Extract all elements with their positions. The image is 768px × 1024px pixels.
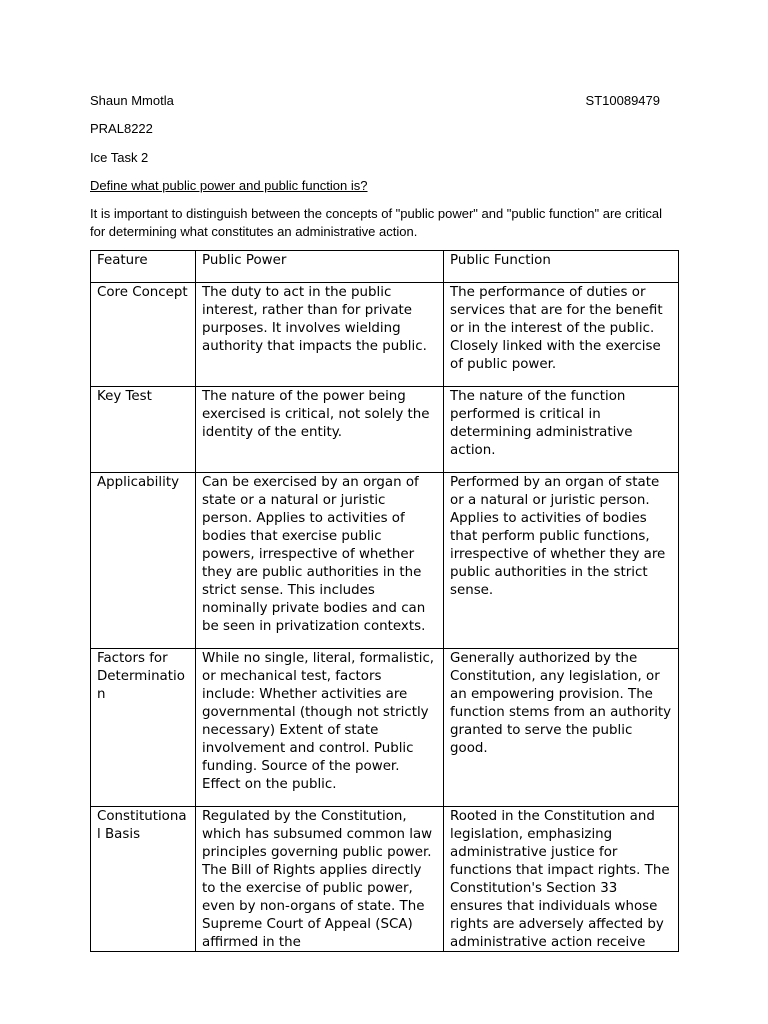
public-power-cell xyxy=(196,807,444,952)
public-function-cell: The nature of the function performed is critical in determining administrative action. xyxy=(444,387,679,473)
intro-paragraph: It is important to distinguish between the concepts of "public power" and "public function" are critical for determining what constitutes an administrative action. xyxy=(90,206,662,239)
feature-cell: Core Concept xyxy=(91,283,196,387)
header-cell-public-power: Public Power xyxy=(196,251,444,283)
table-row xyxy=(91,387,679,473)
public-function-cell: Performed by an organ of state or a natural or juristic person. Applies to activities of bodies that perform public functions, irrespective of whether they are public authorities in the strict sense. xyxy=(444,473,679,649)
table-row xyxy=(91,473,679,649)
feature-cell-text: Constitutional Basis xyxy=(97,809,187,842)
feature-cell: Key Test xyxy=(91,387,196,473)
public-function-cell: Generally authorized by the Constitution, any legislation, or an empowering provision. The function stems from an authority granted to serve the public good. xyxy=(444,649,679,807)
table-header-row xyxy=(91,251,679,283)
header-cell-feature: Feature xyxy=(91,251,196,283)
table-row xyxy=(91,807,679,952)
public-power-cell: While no single, literal, formalistic, or mechanical test, factors include: Whether activities are governmental (though not strictly necessary) Extent of state involvement and control. Public funding. Source of the power. Effect on the public. xyxy=(196,649,444,807)
public-function-cell: The performance of duties or services that are for the benefit or in the interest of the public. Closely linked with the exercise of public power. xyxy=(444,283,679,387)
table-row xyxy=(91,649,679,807)
feature-cell xyxy=(91,807,196,952)
author-name: Shaun Mmotla xyxy=(90,93,174,108)
public-function-cell xyxy=(444,807,679,952)
module-code: PRAL8222 xyxy=(90,121,153,136)
public-function-cell-text: Rooted in the Constitution and legislation, emphasizing administrative justice for functions that impact rights. The Constitution's Section 33 ensures that individuals whose rights are adversely affected by administrative action receive xyxy=(450,809,670,950)
public-power-cell: The nature of the power being exercised is critical, not solely the identity of the entity. xyxy=(196,387,444,473)
public-power-cell: Can be exercised by an organ of state or a natural or juristic person. Applies to activities of bodies that exercise public powers, irrespective of whether they are public authorities in the strict sense. This includes nominally private bodies and can be seen in privatization contexts. xyxy=(196,473,444,649)
feature-cell: Applicability xyxy=(91,473,196,649)
public-power-cell-text: Regulated by the Constitution, which has subsumed common law principles governing public power. The Bill of Rights applies directly to the exercise of public power, even by non-organs of state. The Supreme Court of Appeal (SCA) affirmed in the xyxy=(202,809,433,950)
public-power-cell: The duty to act in the public interest, rather than for private purposes. It involves wielding authority that impacts the public. xyxy=(196,283,444,387)
comparison-table xyxy=(90,250,679,952)
header-cell-public-function: Public Function xyxy=(444,251,679,283)
question-heading: Define what public power and public function is? xyxy=(90,178,368,193)
student-id: ST10089479 xyxy=(585,93,660,108)
task-title: Ice Task 2 xyxy=(90,150,149,165)
feature-cell: Factors for Determination xyxy=(91,649,196,807)
table-row xyxy=(91,283,679,387)
